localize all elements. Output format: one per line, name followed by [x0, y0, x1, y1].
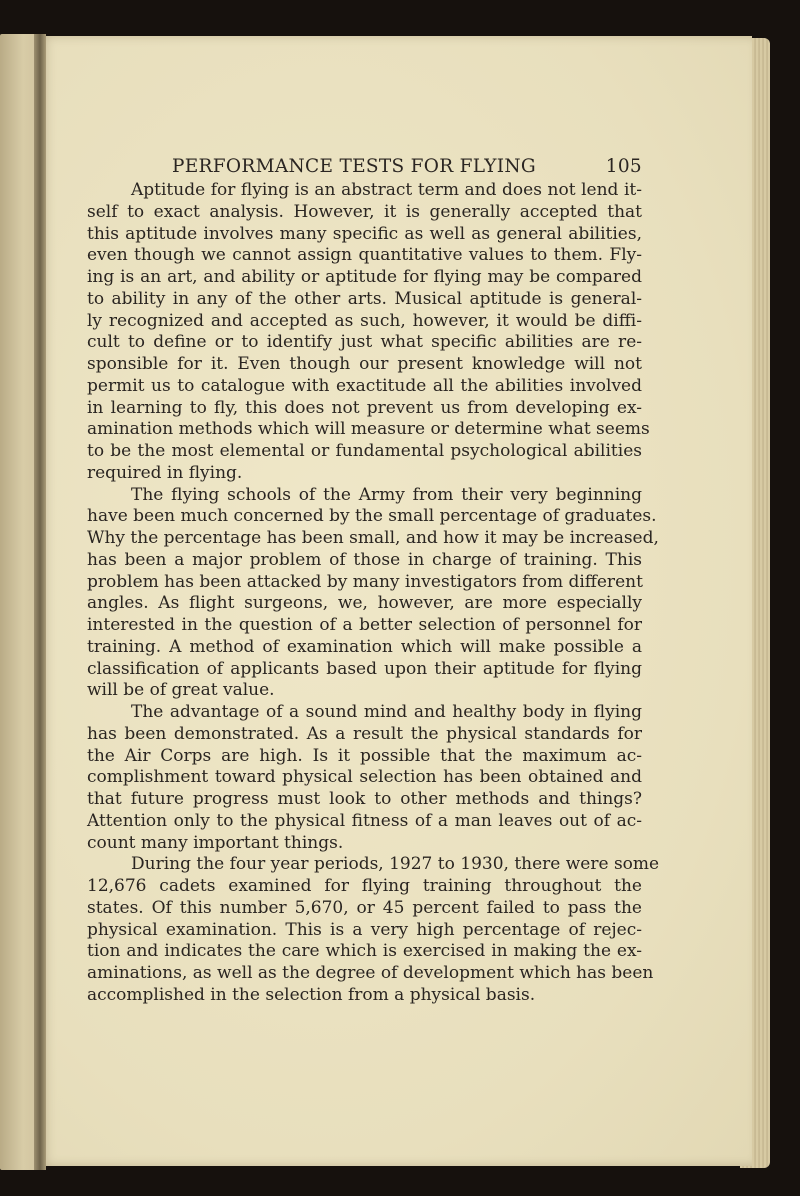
text-line: will be of great value. — [87, 680, 275, 701]
page-number: 105 — [605, 156, 642, 177]
text-line: to ability in any of the other arts. Musical aptitude is general- — [87, 288, 642, 309]
text-line: The advantage of a sound mind and healthy body in flying — [131, 702, 642, 722]
text-line: cult to define or to identify just what specific abilities are re- — [87, 332, 642, 353]
running-header — [132, 156, 642, 182]
text-line: required in flying. — [87, 462, 243, 483]
book-gutter — [34, 34, 46, 1170]
text-line: has been demonstrated. As a result the physical standards for — [87, 723, 642, 744]
text-line: states. Of this number 5,670, or 45 percent failed to pass the — [87, 897, 642, 918]
text-line: 12,676 cadets examined for flying training throughout the — [87, 876, 642, 896]
running-title: PERFORMANCE TESTS FOR FLYING — [172, 156, 536, 177]
text-line: Why the percentage has been small, and how it may be increased, — [87, 528, 659, 548]
text-line: angles. As flight surgeons, we, however, are more especially — [87, 593, 642, 614]
text-line: the Air Corps are high. Is it possible that the maximum ac- — [87, 745, 642, 766]
text-line: problem has been attacked by many investigators from different — [87, 571, 643, 592]
text-line: During the four year periods, 1927 to 1930, there were some — [131, 854, 660, 875]
text-line: in learning to fly, this does not prevent us from developing ex- — [87, 397, 642, 418]
text-line: amination methods which will measure or determine what seems — [87, 419, 650, 440]
text-line: Attention only to the physical fitness of a man leaves out of ac- — [87, 810, 642, 831]
text-line: aminations, as well as the degree of development which has been — [87, 963, 654, 983]
text-line: to be the most elemental or fundamental psychological abilities — [87, 441, 642, 461]
text-line: classification of applicants based upon their aptitude for flying — [87, 658, 642, 679]
text-line: tion and indicates the care which is exercised in making the ex- — [87, 941, 642, 962]
text-line: ly recognized and accepted as such, however, it would be diffi- — [87, 310, 642, 331]
text-line: count many important things. — [87, 832, 344, 853]
text-line: this aptitude involves many specific as well as general abilities, — [87, 223, 642, 244]
text-line: training. A method of examination which will make possible a — [87, 636, 642, 657]
text-line: complishment toward physical selection has been obtained and — [87, 767, 642, 788]
text-line: ing is an art, and ability or aptitude for flying may be compared — [87, 267, 642, 287]
text-line: Aptitude for flying is an abstract term and does not lend it- — [131, 180, 642, 200]
text-line: have been much concerned by the small percentage of graduates. — [87, 506, 657, 527]
text-line: has been a major problem of those in charge of training. This — [87, 549, 642, 570]
text-line: interested in the question of a better selection of personnel for — [87, 615, 642, 635]
body-text — [87, 180, 660, 1007]
text-line: physical examination. This is a very high percentage of rejec- — [87, 919, 642, 940]
text-line: accomplished in the selection from a physical basis. — [87, 984, 536, 1005]
text-line: that future progress must look to other methods and things? — [87, 789, 642, 809]
text-line: sponsible for it. Even though our present knowledge will not — [87, 354, 642, 374]
text-line: permit us to catalogue with exactitude all the abilities involved — [87, 375, 642, 396]
text-line: even though we cannot assign quantitative values to them. Fly- — [87, 245, 642, 266]
text-line: self to exact analysis. However, it is generally accepted that — [87, 201, 642, 222]
text-line: The flying schools of the Army from their very beginning — [131, 484, 642, 505]
